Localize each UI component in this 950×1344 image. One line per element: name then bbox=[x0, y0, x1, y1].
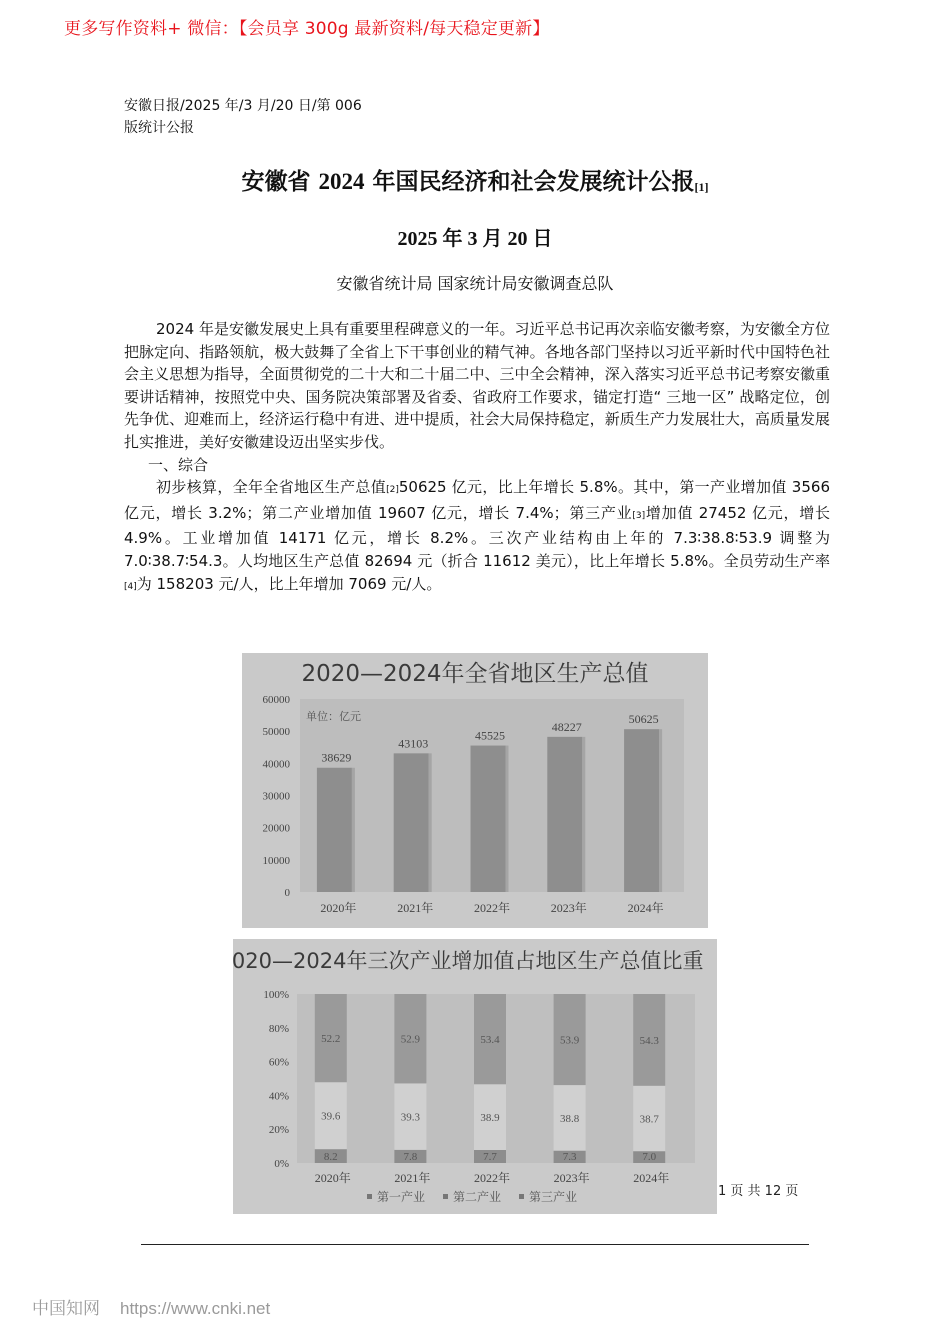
x-tick-label: 2024年 bbox=[627, 901, 664, 915]
y-tick-label: 100% bbox=[263, 989, 289, 1001]
title-prefix: 安徽省 bbox=[241, 169, 319, 195]
section-heading: 一、综合 bbox=[148, 455, 209, 474]
summary-text-d: 为 158203 元/人，比上年增加 7069 元/人。 bbox=[136, 574, 442, 593]
y-tick-label: 40% bbox=[268, 1090, 289, 1103]
y-tick-label: 60% bbox=[268, 1056, 289, 1069]
footnote-link-4[interactable]: [4] bbox=[124, 581, 137, 592]
data-label: 54.3 bbox=[639, 1034, 659, 1047]
data-label: 38.8 bbox=[559, 1112, 580, 1125]
legend-label: 第三产业 bbox=[529, 1190, 578, 1204]
intro-paragraph: 2024 年是安徽发展史上具有重要里程碑意义的一年。习近平总书记再次亲临安徽考察，为安徽全方位把脉定向、指路领航，极大鼓舞了全省上下干事创业的精气神。各地各部门坚持以习近平新时代中国特色社会主义思想为指导，全面贯彻党的二十大和二十届二中、三中全会精神，深入落实习近平总书记考察安徽重要讲话精神，按照党中央、国务院决策部署及省委、省政府工作要求，锚定打造“ 三地一区” 战略定位，创先争优、迎难而上，经济运行稳中有进、进中提质，社会大局保持稳定，新质生产力发展壮大，高质量发展扎实推进，美好安徽建设迈出坚实步伐。 bbox=[124, 320, 830, 451]
gdp-bar-shade bbox=[352, 768, 355, 892]
title-year: 2024 bbox=[318, 169, 365, 194]
legend-label: 第二产业 bbox=[453, 1190, 502, 1204]
chart-title: 2020—2024年三次产业增加值占地区生产总值比重 bbox=[233, 949, 704, 973]
y-tick-label: 10000 bbox=[262, 854, 290, 867]
gdp-bar-shade bbox=[506, 746, 509, 892]
data-label: 48227 bbox=[551, 719, 582, 734]
gdp-bar bbox=[547, 737, 582, 892]
y-tick-label: 80% bbox=[268, 1022, 289, 1035]
footnote-link-2[interactable]: [2] bbox=[386, 485, 399, 496]
y-tick-label: 60000 bbox=[262, 694, 290, 706]
source-line-1: 安徽日报/2025 年/3 月/20 日/第 006 bbox=[124, 98, 362, 114]
source-line-2: 版统计公报 bbox=[124, 120, 194, 136]
x-tick-label: 2020年 bbox=[314, 1171, 351, 1185]
data-label: 39.3 bbox=[400, 1111, 421, 1124]
footer-url-link[interactable]: https://www.cnki.net bbox=[120, 1299, 271, 1318]
x-tick-label: 2023年 bbox=[550, 901, 587, 915]
gdp-bar bbox=[471, 746, 506, 892]
y-tick-label: 50000 bbox=[262, 726, 290, 739]
data-label: 43103 bbox=[398, 736, 429, 751]
source-citation bbox=[124, 95, 362, 139]
data-label: 45525 bbox=[475, 728, 505, 743]
gdp-bar bbox=[317, 768, 352, 892]
title-suffix: 年国民经济和社会发展统计公报 bbox=[364, 169, 695, 195]
data-label: 8.2 bbox=[323, 1151, 338, 1163]
y-tick-label: 20000 bbox=[262, 822, 290, 835]
x-tick-label: 2022年 bbox=[473, 901, 511, 915]
data-label: 38.9 bbox=[480, 1112, 500, 1125]
gdp-bar bbox=[394, 753, 429, 892]
authors: 安徽省统计局 国家统计局安徽调查总队 bbox=[336, 274, 614, 293]
document-title bbox=[0, 163, 950, 196]
gdp-bar-shade bbox=[659, 729, 662, 892]
gdp-bar bbox=[624, 729, 659, 892]
data-label: 53.4 bbox=[480, 1034, 500, 1047]
data-label: 52.9 bbox=[400, 1033, 421, 1046]
gdp-bar-shade bbox=[429, 753, 432, 892]
data-label: 50625 bbox=[628, 712, 659, 727]
document-body bbox=[124, 318, 830, 598]
chart-title: 2020—2024年全省地区生产总值 bbox=[301, 661, 649, 687]
y-tick-label: 0 bbox=[284, 887, 290, 899]
footnote-link-3[interactable]: [3] bbox=[632, 510, 646, 521]
x-tick-label: 2020年 bbox=[320, 901, 357, 915]
data-label: 38629 bbox=[321, 750, 352, 765]
x-tick-label: 2022年 bbox=[473, 1171, 511, 1185]
industry-share-stacked-chart bbox=[233, 939, 717, 1214]
page-indicator: 1 页 共 12 页 bbox=[718, 1184, 799, 1199]
y-tick-label: 40000 bbox=[262, 758, 290, 771]
footer bbox=[32, 1294, 270, 1319]
data-label: 7.0 bbox=[642, 1151, 657, 1163]
y-tick-label: 0% bbox=[274, 1158, 289, 1170]
data-label: 39.6 bbox=[321, 1110, 341, 1123]
summary-text-b: 50625 亿元，比上年增长 5.8%。其中，第一产业增加值 3566 亿元，增长 3.2%；第二产业增加值 19607 亿元，增长 7.4%；第三产业 bbox=[124, 478, 830, 522]
x-tick-label: 2021年 bbox=[397, 901, 434, 915]
industry-share-chart-image bbox=[233, 939, 717, 1214]
legend-swatch bbox=[367, 1194, 372, 1199]
y-tick-label: 20% bbox=[268, 1124, 289, 1137]
summary-text-c: 增加值 27452 亿元，增长 4.9%。工业增加值 14171 亿元，增长 8.2%。三次产业结构由上年的 7.3∶38.8∶53.9 调整为 7.0∶38.7∶54.3。人均地区生产总值 82694 元（折合 11612 美元），比上年增长 5.8%。全员劳动生产率 bbox=[124, 503, 830, 570]
x-tick-label: 2024年 bbox=[633, 1171, 670, 1185]
footer-divider bbox=[141, 1244, 809, 1245]
data-label: 53.9 bbox=[559, 1034, 580, 1047]
promo-banner: 更多写作资料+ 微信：【会员享 300g 最新资料/每天稳定更新】 bbox=[64, 19, 550, 39]
data-label: 7.8 bbox=[403, 1151, 418, 1163]
footer-brand[interactable]: 中国知网 bbox=[32, 1299, 100, 1319]
gdp-bar-shade bbox=[582, 737, 585, 892]
legend-label: 第一产业 bbox=[377, 1190, 426, 1204]
data-label: 7.7 bbox=[483, 1151, 497, 1163]
gdp-bar-chart bbox=[242, 653, 708, 928]
legend-swatch bbox=[443, 1194, 448, 1199]
legend-swatch bbox=[519, 1194, 524, 1199]
x-tick-label: 2023年 bbox=[553, 1171, 590, 1185]
title-footnote-link[interactable]: [1] bbox=[694, 180, 709, 194]
data-label: 52.2 bbox=[321, 1033, 341, 1046]
y-tick-label: 30000 bbox=[262, 790, 290, 803]
summary-paragraph bbox=[124, 476, 830, 598]
publish-date: 2025 年 3 月 20 日 bbox=[397, 228, 553, 250]
unit-label: 单位：亿元 bbox=[306, 711, 361, 723]
summary-text-a: 初步核算，全年全省地区生产总值 bbox=[156, 478, 387, 497]
data-label: 38.7 bbox=[639, 1113, 659, 1126]
x-tick-label: 2021年 bbox=[394, 1171, 431, 1185]
gdp-chart-image bbox=[242, 653, 708, 928]
data-label: 7.3 bbox=[562, 1151, 577, 1163]
